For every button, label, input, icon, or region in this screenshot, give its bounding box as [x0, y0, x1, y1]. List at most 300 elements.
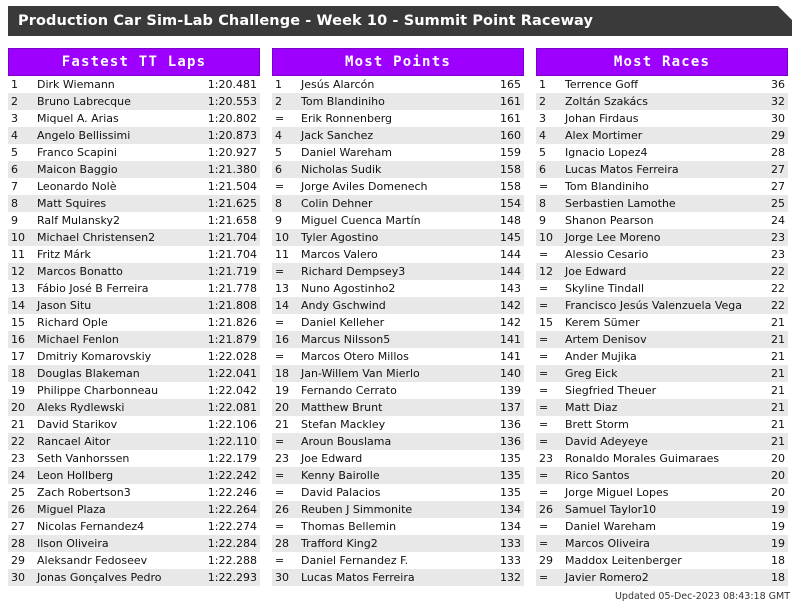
row-value: 144 [484, 263, 524, 280]
row-driver-name: Marcos Otero Millos [301, 350, 409, 363]
row-value: 158 [484, 161, 524, 178]
row-driver-name: Leon Hollberg [34, 467, 196, 484]
row-driver-name: Stefan Mackley [301, 418, 386, 431]
row-position: 1 [539, 78, 546, 91]
row-driver-name: Javier Romero2 [562, 569, 748, 586]
row-value: 21 [771, 418, 785, 431]
row-value: 1:21.778 [207, 282, 257, 295]
row-value: 1:21.504 [207, 180, 257, 193]
row-position: 16 [8, 331, 34, 348]
row-position: 13 [11, 282, 25, 295]
table-row [536, 195, 788, 212]
row-driver-name: Fábio José B Ferreira [37, 282, 149, 295]
table-row [8, 569, 260, 586]
table-row [536, 178, 788, 195]
table-row [8, 484, 260, 501]
row-driver-name: Fritz Márk [37, 248, 91, 261]
table-row [8, 382, 260, 399]
row-value: 25 [748, 195, 788, 212]
row-driver-name: Shanon Pearson [565, 214, 654, 227]
row-value: 143 [500, 282, 521, 295]
row-value: 18 [748, 569, 788, 586]
row-position: = [539, 520, 549, 533]
table-row [8, 467, 260, 484]
table-body-most-races [536, 76, 788, 586]
row-driver-name: Richard Ople [37, 316, 108, 329]
row-value: 23 [748, 229, 788, 246]
row-driver-name: Tyler Agostino [298, 229, 484, 246]
table-row [272, 127, 524, 144]
row-value: 1:20.481 [207, 78, 257, 91]
row-driver-name: Bruno Labrecque [34, 93, 196, 110]
table-row [536, 467, 788, 484]
column-fastest-tt-laps [8, 48, 260, 586]
row-driver-name: Ander Mujika [565, 350, 637, 363]
row-position: = [536, 433, 562, 450]
row-value: 1:21.879 [196, 331, 260, 348]
row-position: 9 [275, 214, 282, 227]
table-row [536, 212, 788, 229]
row-value: 1:22.288 [207, 554, 257, 567]
table-row [8, 280, 260, 297]
row-value: 1:20.553 [196, 93, 260, 110]
row-driver-name: Kerem Sümer [565, 316, 640, 329]
row-position: 10 [536, 229, 562, 246]
row-position: 30 [8, 569, 34, 586]
row-value: 1:22.028 [207, 350, 257, 363]
row-position: 4 [8, 127, 34, 144]
table-most-points [272, 76, 524, 586]
table-row [536, 501, 788, 518]
table-row [272, 280, 524, 297]
table-row [272, 348, 524, 365]
row-driver-name: Philippe Charbonneau [37, 384, 159, 397]
row-value: 141 [500, 350, 521, 363]
row-value: 135 [500, 452, 521, 465]
row-position: 15 [539, 316, 553, 329]
row-value: 1:21.380 [196, 161, 260, 178]
row-position: = [272, 433, 298, 450]
row-position: = [536, 399, 562, 416]
row-driver-name: Jack Sanchez [298, 127, 484, 144]
row-driver-name: Trafford King2 [298, 535, 484, 552]
row-value: 21 [771, 316, 785, 329]
row-driver-name: Douglas Blakeman [34, 365, 196, 382]
row-value: 21 [748, 365, 788, 382]
row-driver-name: Siegfried Theuer [565, 384, 657, 397]
row-position: 9 [11, 214, 18, 227]
table-row [536, 535, 788, 552]
row-position: 12 [536, 263, 562, 280]
row-value: 21 [748, 399, 788, 416]
row-position: 10 [8, 229, 34, 246]
row-position: 15 [11, 316, 25, 329]
table-row [8, 195, 260, 212]
row-position: 6 [536, 161, 562, 178]
table-body-fastest-tt-laps [8, 76, 260, 586]
table-row [536, 433, 788, 450]
row-position: 30 [272, 569, 298, 586]
table-row [8, 246, 260, 263]
row-position: = [536, 569, 562, 586]
row-driver-name: Ronaldo Morales Guimaraes [565, 452, 720, 465]
row-position: 1 [11, 78, 18, 91]
table-row [272, 212, 524, 229]
row-driver-name: Tom Blandiniho [565, 180, 649, 193]
row-value: 20 [748, 467, 788, 484]
row-value: 160 [484, 127, 524, 144]
row-driver-name: Aleks Rydlewski [34, 399, 196, 416]
row-value: 27 [748, 161, 788, 178]
table-row [536, 450, 788, 467]
row-value: 1:21.826 [207, 316, 257, 329]
row-position: 19 [275, 384, 289, 397]
column-most-races [536, 48, 788, 586]
row-position: = [539, 180, 549, 193]
row-position: = [275, 316, 285, 329]
row-value: 1:22.179 [207, 452, 257, 465]
table-row [272, 297, 524, 314]
row-value: 20 [771, 486, 785, 499]
table-row [536, 348, 788, 365]
table-row [272, 416, 524, 433]
row-value: 1:22.110 [196, 433, 260, 450]
row-value: 1:21.719 [196, 263, 260, 280]
row-driver-name: Ilson Oliveira [34, 535, 196, 552]
table-row [8, 110, 260, 127]
row-driver-name: Michael Fenlon [34, 331, 196, 348]
row-driver-name: Greg Eick [562, 365, 748, 382]
row-driver-name: Daniel Kelleher [301, 316, 385, 329]
row-value: 148 [500, 214, 521, 227]
row-value: 165 [500, 78, 521, 91]
table-row [272, 246, 524, 263]
row-driver-name: Seth Vanhorssen [37, 452, 130, 465]
row-driver-name: Daniel Fernandez F. [301, 554, 409, 567]
row-position: 17 [11, 350, 25, 363]
row-driver-name: Jorge Miguel Lopes [565, 486, 669, 499]
row-value: 161 [484, 93, 524, 110]
row-position: 29 [539, 554, 553, 567]
row-driver-name: Joe Edward [562, 263, 748, 280]
row-value: 1:22.041 [196, 365, 260, 382]
updated-timestamp: Updated 05-Dec-2023 08:43:18 GMT [614, 591, 790, 602]
row-position: 3 [11, 112, 18, 125]
table-row [272, 110, 524, 127]
table-row [8, 127, 260, 144]
row-value: 136 [500, 418, 521, 431]
row-driver-name: Leonardo Nolè [37, 180, 117, 193]
row-driver-name: Marcus Nilsson5 [298, 331, 484, 348]
table-row [8, 331, 260, 348]
row-value: 133 [500, 554, 521, 567]
table-row [536, 144, 788, 161]
row-driver-name: Daniel Wareham [565, 520, 656, 533]
row-value: 142 [484, 297, 524, 314]
row-position: = [539, 418, 549, 431]
row-position: 26 [536, 501, 562, 518]
row-driver-name: Alessio Cesario [565, 248, 649, 261]
row-value: 1:20.802 [207, 112, 257, 125]
table-row [8, 161, 260, 178]
row-driver-name: Joe Edward [301, 452, 363, 465]
leaderboard-columns [8, 48, 792, 586]
row-driver-name: Jonas Gonçalves Pedro [34, 569, 196, 586]
table-row [536, 314, 788, 331]
row-driver-name: Miguel Plaza [34, 501, 196, 518]
row-position: 7 [11, 180, 18, 193]
row-driver-name: Dmitriy Komarovskiy [37, 350, 152, 363]
row-position: 25 [11, 486, 25, 499]
row-position: 2 [272, 93, 298, 110]
table-row [536, 76, 788, 93]
row-value: 1:21.808 [196, 297, 260, 314]
row-driver-name: Daniel Wareham [301, 146, 392, 159]
table-row [8, 535, 260, 552]
row-position: 21 [11, 418, 25, 431]
row-position: = [536, 535, 562, 552]
row-position: 16 [272, 331, 298, 348]
table-row [8, 263, 260, 280]
row-position: = [539, 248, 549, 261]
row-value: 1:22.293 [196, 569, 260, 586]
table-row [272, 382, 524, 399]
row-driver-name: Terrence Goff [565, 78, 639, 91]
row-value: 19 [771, 520, 785, 533]
row-position: 2 [8, 93, 34, 110]
row-position: 6 [8, 161, 34, 178]
row-position: = [275, 112, 285, 125]
table-row [8, 229, 260, 246]
row-position: 14 [272, 297, 298, 314]
table-row [8, 552, 260, 569]
row-value: 132 [484, 569, 524, 586]
row-position: 23 [275, 452, 289, 465]
table-row [536, 518, 788, 535]
row-driver-name: David Starikov [37, 418, 118, 431]
row-driver-name: Michael Christensen2 [34, 229, 196, 246]
row-driver-name: Johan Firdaus [565, 112, 639, 125]
row-position: 20 [272, 399, 298, 416]
table-row [8, 76, 260, 93]
row-value: 21 [748, 331, 788, 348]
row-value: 23 [771, 248, 785, 261]
table-row [536, 93, 788, 110]
column-header-most-points: Most Points [272, 48, 524, 76]
row-value: 21 [771, 384, 785, 397]
table-row [272, 501, 524, 518]
row-driver-name: Francisco Jesús Valenzuela Vega [562, 297, 748, 314]
row-driver-name: Matthew Brunt [298, 399, 484, 416]
table-row [536, 161, 788, 178]
row-driver-name: Skyline Tindall [565, 282, 645, 295]
row-driver-name: Colin Dehner [298, 195, 484, 212]
table-row [272, 331, 524, 348]
table-row [272, 467, 524, 484]
row-position: 23 [539, 452, 553, 465]
row-value: 135 [500, 486, 521, 499]
row-driver-name: Nuno Agostinho2 [301, 282, 396, 295]
row-value: 1:22.284 [196, 535, 260, 552]
table-row [272, 178, 524, 195]
table-row [8, 212, 260, 229]
table-row [272, 76, 524, 93]
row-position: 24 [8, 467, 34, 484]
row-position: = [275, 180, 285, 193]
row-value: 27 [771, 180, 785, 193]
row-driver-name: Lucas Matos Ferreira [298, 569, 484, 586]
row-driver-name: Nicholas Sudik [298, 161, 484, 178]
row-position: 28 [272, 535, 298, 552]
row-value: 28 [771, 146, 785, 159]
row-value: 1:22.274 [207, 520, 257, 533]
row-value: 1:21.704 [196, 229, 260, 246]
table-row [272, 535, 524, 552]
row-driver-name: Lucas Matos Ferreira [562, 161, 748, 178]
row-position: = [536, 467, 562, 484]
row-position: 22 [8, 433, 34, 450]
row-value: 29 [748, 127, 788, 144]
row-driver-name: Zoltán Szakács [562, 93, 748, 110]
table-row [272, 161, 524, 178]
row-driver-name: Serbastien Lamothe [562, 195, 748, 212]
row-driver-name: Aleksandr Fedoseev [37, 554, 148, 567]
row-position: = [539, 486, 549, 499]
row-driver-name: Rancael Aitor [34, 433, 196, 450]
row-driver-name: Jesús Alarcón [301, 78, 375, 91]
row-value: 154 [484, 195, 524, 212]
table-row [272, 314, 524, 331]
row-value: 32 [748, 93, 788, 110]
row-position: 3 [539, 112, 546, 125]
row-driver-name: Samuel Taylor10 [562, 501, 748, 518]
table-row [536, 484, 788, 501]
table-row [536, 110, 788, 127]
column-most-points [272, 48, 524, 586]
table-row [272, 263, 524, 280]
table-row [536, 331, 788, 348]
row-driver-name: Ralf Mulansky2 [37, 214, 121, 227]
row-driver-name: Alex Mortimer [562, 127, 748, 144]
row-value: 18 [771, 554, 785, 567]
table-row [536, 263, 788, 280]
row-driver-name: Jason Situ [34, 297, 196, 314]
table-row [272, 365, 524, 382]
row-driver-name: Erik Ronnenberg [301, 112, 393, 125]
table-body-most-points [272, 76, 524, 586]
row-position: = [272, 467, 298, 484]
table-row [536, 416, 788, 433]
row-value: 136 [484, 433, 524, 450]
row-position: 5 [11, 146, 18, 159]
row-value: 24 [771, 214, 785, 227]
table-row [272, 144, 524, 161]
row-driver-name: Matt Squires [34, 195, 196, 212]
row-position: = [536, 365, 562, 382]
row-driver-name: Reuben J Simmonite [298, 501, 484, 518]
row-position: = [272, 263, 298, 280]
row-driver-name: Miquel A. Arias [37, 112, 119, 125]
row-position: 10 [272, 229, 298, 246]
row-driver-name: Fernando Cerrato [301, 384, 397, 397]
row-position: 26 [272, 501, 298, 518]
row-value: 1:20.927 [207, 146, 257, 159]
row-driver-name: Maicon Baggio [34, 161, 196, 178]
row-position: 6 [272, 161, 298, 178]
table-row [272, 518, 524, 535]
row-value: 158 [500, 180, 521, 193]
row-position: 14 [8, 297, 34, 314]
table-row [536, 229, 788, 246]
row-value: 1:22.242 [196, 467, 260, 484]
row-driver-name: Andy Gschwind [298, 297, 484, 314]
row-position: = [275, 350, 285, 363]
table-row [536, 382, 788, 399]
row-value: 1:22.264 [196, 501, 260, 518]
table-row [8, 314, 260, 331]
row-value: 144 [500, 248, 521, 261]
row-driver-name: Brett Storm [565, 418, 629, 431]
table-row [8, 399, 260, 416]
table-row [8, 518, 260, 535]
table-row [536, 569, 788, 586]
row-value: 139 [500, 384, 521, 397]
row-position: 26 [8, 501, 34, 518]
row-driver-name: Thomas Bellemin [301, 520, 397, 533]
row-position: 19 [11, 384, 25, 397]
row-position: = [275, 520, 285, 533]
table-most-races [536, 76, 788, 586]
row-value: 159 [500, 146, 521, 159]
row-position: 8 [8, 195, 34, 212]
row-driver-name: Maddox Leitenberger [565, 554, 682, 567]
row-driver-name: Ignacio Lopez4 [565, 146, 648, 159]
row-value: 21 [771, 350, 785, 363]
table-row [536, 399, 788, 416]
row-driver-name: Aroun Bouslama [298, 433, 484, 450]
row-position: 1 [275, 78, 282, 91]
table-row [272, 399, 524, 416]
table-row [8, 416, 260, 433]
page-title: Production Car Sim-Lab Challenge - Week 10 - Summit Point Raceway [18, 13, 594, 29]
table-row [8, 144, 260, 161]
row-value: 1:21.625 [196, 195, 260, 212]
row-position: 29 [11, 554, 25, 567]
row-driver-name: Jorge Lee Moreno [562, 229, 748, 246]
row-value: 22 [771, 282, 785, 295]
row-position: = [539, 384, 549, 397]
table-row [8, 93, 260, 110]
row-driver-name: Tom Blandiniho [298, 93, 484, 110]
table-fastest-tt-laps [8, 76, 260, 586]
row-value: 161 [500, 112, 521, 125]
corner-fold-decoration [778, 6, 792, 20]
row-driver-name: Rico Santos [562, 467, 748, 484]
table-row [536, 297, 788, 314]
row-position: = [275, 486, 285, 499]
table-row [536, 365, 788, 382]
page-title-bar [8, 6, 792, 36]
leaderboard-page [0, 6, 800, 606]
row-value: 1:20.873 [196, 127, 260, 144]
row-position: 18 [272, 365, 298, 382]
row-value: 30 [771, 112, 785, 125]
row-value: 21 [748, 433, 788, 450]
row-position: 12 [8, 263, 34, 280]
column-header-fastest-tt-laps: Fastest TT Laps [8, 48, 260, 76]
row-position: 5 [539, 146, 546, 159]
row-value: 145 [484, 229, 524, 246]
